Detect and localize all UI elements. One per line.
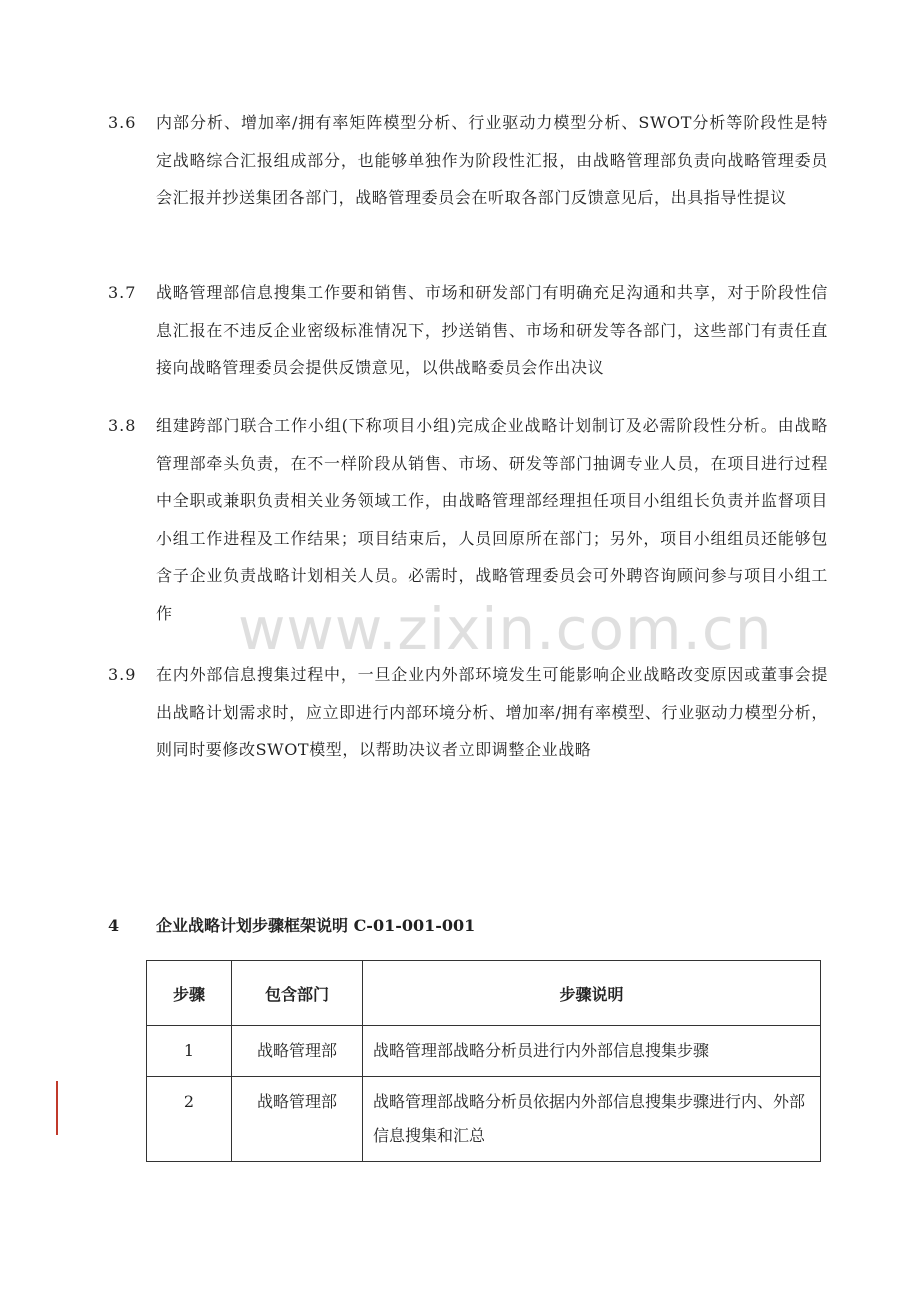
- clause-number: 3.9: [108, 665, 137, 684]
- clause-text: 内部分析、增加率/拥有率矩阵模型分析、行业驱动力模型分析、SWOT分析等阶段性是特定战略综合汇报组成部分，也能够单独作为阶段性汇报，由战略管理部负责向战略管理委员会汇报并抄送集团各部门，战略管理委员会在听取各部门反馈意见后，出具指导性提议: [156, 113, 828, 207]
- header-step: 步骤: [147, 961, 232, 1026]
- clause-text: 组建跨部门联合工作小组(下称项目小组)完成企业战略计划制订及必需阶段性分析。由战略管理部牵头负责，在不一样阶段从销售、市场、研发等部门抽调专业人员，在项目进行过程中全职或兼职负责相关业务领域工作，由战略管理部经理担任项目小组组长负责并监督项目小组工作进程及工作结果；项目结束后，人员回原所在部门；另外，项目小组组员还能够包含子企业负责战略计划相关人员。必需时，战略管理委员会可外聘咨询顾问参与项目小组工作: [156, 416, 828, 623]
- section-heading: [108, 912, 708, 940]
- table-header-row: [147, 961, 821, 1026]
- header-department: 包含部门: [232, 961, 363, 1026]
- clause-text: 战略管理部信息搜集工作要和销售、市场和研发部门有明确充足沟通和共享，对于阶段性信息汇报在不违反企业密级标准情况下，抄送销售、市场和研发等各部门，这些部门有责任直接向战略管理委员会提供反馈意见，以供战略委员会作出决议: [156, 283, 828, 377]
- steps-table: [146, 960, 821, 1162]
- watermark: www.zixin.com.cn: [238, 595, 773, 663]
- cell-department: 战略管理部: [232, 1077, 363, 1162]
- header-description: 步骤说明: [363, 961, 821, 1026]
- clause-3-6: [108, 104, 828, 217]
- clause-number: 3.7: [108, 283, 137, 302]
- table-row: [147, 1026, 821, 1077]
- cell-department: 战略管理部: [232, 1026, 363, 1077]
- clause-number: 3.6: [108, 113, 137, 132]
- section-title: 企业战略计划步骤框架说明 C-01-001-001: [156, 916, 476, 935]
- cell-step: 2: [147, 1077, 232, 1162]
- clause-3-7: [108, 274, 828, 387]
- clause-3-9: [108, 656, 828, 769]
- cell-step: 1: [147, 1026, 232, 1077]
- clause-text: 在内外部信息搜集过程中，一旦企业内外部环境发生可能影响企业战略改变原因或董事会提出战略计划需求时，应立即进行内部环境分析、增加率/拥有率模型、行业驱动力模型分析，则同时要修改SWOT模型，以帮助决议者立即调整企业战略: [156, 665, 828, 759]
- table-row: [147, 1077, 821, 1162]
- clause-number: 3.8: [108, 416, 137, 435]
- section-number: 4: [108, 916, 120, 935]
- margin-revision-mark: [56, 1081, 58, 1135]
- cell-description: 战略管理部战略分析员进行内外部信息搜集步骤: [363, 1026, 821, 1077]
- cell-description: 战略管理部战略分析员依据内外部信息搜集步骤进行内、外部信息搜集和汇总: [363, 1077, 821, 1162]
